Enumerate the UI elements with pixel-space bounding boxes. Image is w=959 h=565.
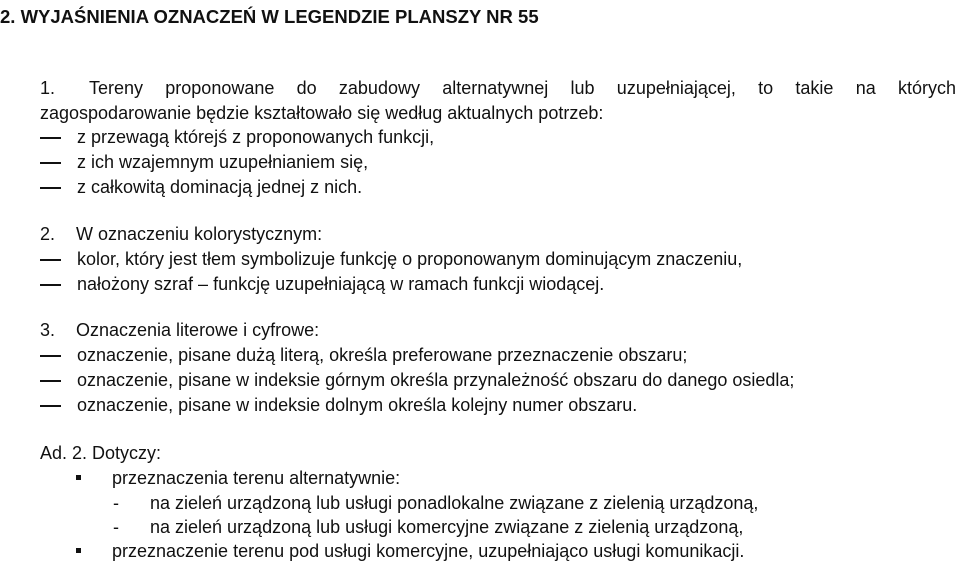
section2-bullet-2: nałożony szraf – funkcję uzupełniającą w ramach funkcji wiodącej.: [77, 274, 605, 294]
ad-sub-marker-1: -: [113, 493, 119, 513]
section1-number: 1.: [40, 78, 56, 98]
ad-item-2: przeznaczenie terenu pod usługi komercyjne, uzupełniająco usługi komunikacji.: [112, 541, 745, 561]
dash-bullet: [40, 405, 61, 407]
dash-bullet: [40, 259, 61, 261]
section1-line2: zagospodarowanie będzie kształtowało się według aktualnych potrzeb:: [40, 103, 604, 123]
dash-bullet: [40, 162, 61, 164]
section3-number: 3.: [40, 320, 56, 340]
section3-bullet-2: oznaczenie, pisane w indeksie górnym określa przynależność obszaru do danego osiedla;: [77, 370, 795, 390]
section3-bullet-1: oznaczenie, pisane dużą literą, określa preferowane przeznaczenie obszaru;: [77, 345, 688, 365]
ad-sub-item-1: na zieleń urządzoną lub usługi ponadlokalne związane z zielenią urządzoną,: [150, 493, 759, 513]
section1-line1: Tereny proponowane do zabudowy alternatywnej lub uzupełniającej, to takie na których: [89, 78, 956, 98]
page-heading: 2. WYJAŚNIENIA OZNACZEŃ W LEGENDZIE PLANSZY NR 55: [0, 6, 539, 27]
ad-item-1: przeznaczenia terenu alternatywnie:: [112, 468, 401, 488]
section2-bullet-1: kolor, który jest tłem symbolizuje funkcję o proponowanym dominującym znaczeniu,: [77, 249, 743, 269]
section3-bullet-3: oznaczenie, pisane w indeksie dolnym określa kolejny numer obszaru.: [77, 395, 638, 415]
square-bullet: [76, 548, 81, 553]
ad-title: Ad. 2. Dotyczy:: [40, 443, 162, 463]
dash-bullet: [40, 137, 61, 139]
dash-bullet: [40, 380, 61, 382]
section3-title: Oznaczenia literowe i cyfrowe:: [76, 320, 320, 340]
section2-title: W oznaczeniu kolorystycznym:: [76, 224, 323, 244]
section2-number: 2.: [40, 224, 56, 244]
section1-bullet-2: z ich wzajemnym uzupełnianiem się,: [77, 152, 369, 172]
section1-bullet-3: z całkowitą dominacją jednej z nich.: [77, 177, 363, 197]
ad-sub-item-2: na zieleń urządzoną lub usługi komercyjne związane z zielenią urządzoną,: [150, 517, 744, 537]
dash-bullet: [40, 284, 61, 286]
dash-bullet: [40, 187, 61, 189]
ad-sub-marker-2: -: [113, 517, 119, 537]
square-bullet: [76, 475, 81, 480]
section1-bullet-1: z przewagą którejś z proponowanych funkcji,: [77, 127, 435, 147]
dash-bullet: [40, 355, 61, 357]
